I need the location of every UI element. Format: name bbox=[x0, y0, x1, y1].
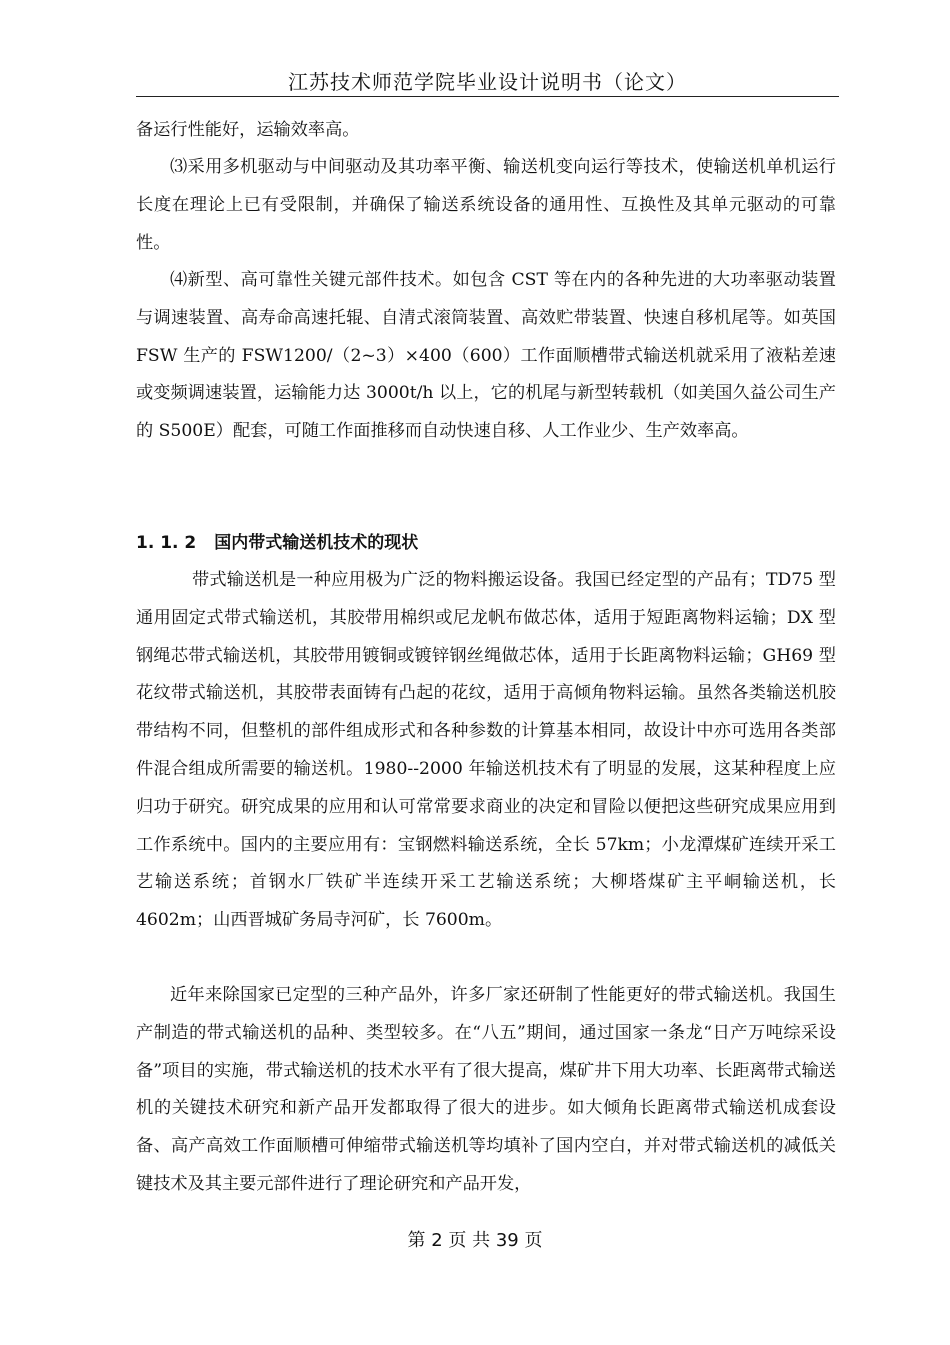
section-number: 1. 1. 2 bbox=[136, 533, 197, 553]
page-header-title: 江苏技术师范学院毕业设计说明书（论文） bbox=[288, 70, 687, 94]
paragraph-continued: 备运行性能好，运输效率高。 bbox=[136, 120, 360, 140]
paragraph-item-3: ⑶采用多机驱动与中间驱动及其功率平衡、输送机变向运行等技术，使输送机单机运行长度在理论上已有受限制，并确保了输送系统设备的通用性、互换性及其单元驱动的可靠性。 bbox=[136, 157, 836, 253]
section-title: 国内带式输送机技术的现状 bbox=[214, 533, 419, 553]
paragraph-item-4: ⑷新型、高可靠性关键元部件技术。如包含 CST 等在内的各种先进的大功率驱动装置与调速装置、高寿命高速托辊、自清式滚筒装置、高效贮带装置、快速自移机尾等。如英国 FSW 生产的 FSW1200/（2~3）×400（600）工作面顺槽带式输送机就采用了液粘差速或变频调速装置，运输能力达 3000t/h 以上，它的机尾与新型转载机（如美国久益公司生产的 S500E）配套，可随工作面推移而自动快速自移、人工作业少、生产效率高。 bbox=[136, 270, 836, 442]
section-heading bbox=[136, 528, 418, 553]
page-number-footer: 第 2 页 共 39 页 bbox=[407, 1230, 543, 1251]
section-paragraph-2: 近年来除国家已定型的三种产品外，许多厂家还研制了性能更好的带式输送机。我国生产制造的带式输送机的品种、类型较多。在“八五”期间，通过国家一条龙“日产万吨综采设备”项目的实施，带式输送机的技术水平有了很大提高，煤矿井下用大功率、长距离带式输送机的关键技术研究和新产品开发都取得了很大的进步。如大倾角长距离带式输送机成套设备、高产高效工作面顺槽可伸缩带式输送机等均填补了国内空白，并对带式输送机的减低关键技术及其主要元部件进行了理论研究和产品开发， bbox=[136, 985, 836, 1194]
header-divider bbox=[136, 96, 839, 97]
section-paragraph-1: 带式输送机是一种应用极为广泛的物料搬运设备。我国已经定型的产品有；TD75 型通用固定式带式输送机，其胶带用棉织或尼龙帆布做芯体，适用于短距离物料运输；DX 型钢绳芯带式输送机，其胶带用镀铜或镀锌钢丝绳做芯体，适用于长距离物料运输；GH69 型花纹带式输送机，其胶带表面铸有凸起的花纹，适用于高倾角物料运输。虽然各类输送机胶带结构不同，但整机的部件组成形式和各种参数的计算基本相同，故设计中亦可选用各类部件混合组成所需要的输送机。1980--2000 年输送机技术有了明显的发展，这某种程度上应归功于研究。研究成果的应用和认可常常要求商业的决定和冒险以便把这些研究成果应用到工作系统中。国内的主要应用有：宝钢燃料输送系统，全长 57km；小龙潭煤矿连续开采工艺输送系统；首钢水厂铁矿半连续开采工艺输送系统；大柳塔煤矿主平峒输送机，长 4602m；山西晋城矿务局寺河矿，长 7600m。 bbox=[136, 570, 836, 931]
